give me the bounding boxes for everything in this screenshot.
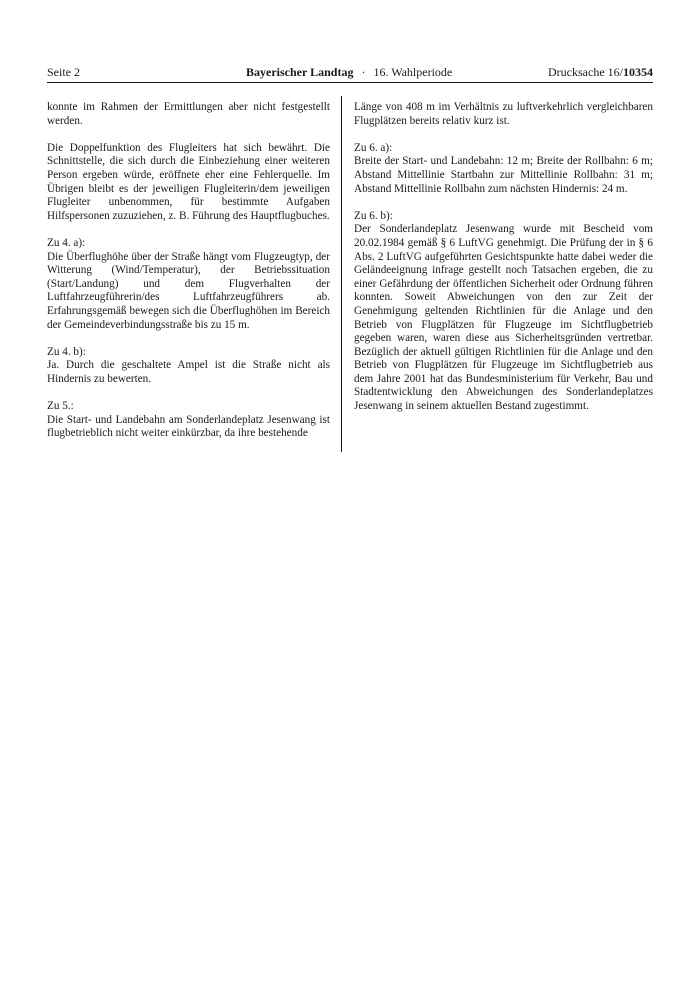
section-heading: Zu 6. a): [354, 141, 393, 154]
header-title [246, 64, 452, 80]
paragraph: Breite der Start- und Landebahn: 12 m; Breite der Rollbahn: 6 m; Abstand Mittellinie Startbahn zur Mittellinie Rollbahn: 31 m; Abstand Mittellinie Rollbahn zum nächsten Hindernis: 24 m. [354, 155, 653, 195]
page-number: Seite 2 [47, 65, 80, 79]
paragraph: konnte im Rahmen der Ermittlungen aber nicht festgestellt werden. [47, 101, 330, 127]
paragraph: Die Start- und Landebahn am Sonderlandeplatz Jesenwang ist flugbetrieblich nicht weiter einkürzbar, da ihre bestehende [47, 413, 330, 440]
header-rule [47, 82, 653, 83]
paragraph: Ja. Durch die geschaltete Ampel ist die Straße nicht als Hindernis zu bewerten. [47, 359, 330, 385]
paragraph: Der Sonderlandeplatz Jesenwang wurde mit Bescheid vom 20.02.1984 gemäß § 6 LuftVG genehmigt. Die Prüfung der in § 6 Abs. 2 LuftVG aufgeführten Gesichtspunkte hatte dabei weder die Geländeeignung infrage gestellt noch Tatsachen ergeben, die zu einer Gefährdung der öffentlichen Sicherheit oder Ordnung führen konnten. Soweit Abweichungen von den zur Zeit der Genehmigung geltenden Richtlinien für die Anlage und den Betrieb von Flugplätzen für Flugzeuge im Sichtflugbetrieb gegeben waren, waren diese aus Sicherheitsgründen vertretbar. Bezüglich der aktuell gültigen Richtlinien für die Anlage und den Betrieb von Flugplätzen für Flugzeuge im Sichtflugbetrieb aus dem Jahre 2001 hat das Bundesministerium für Verkehr, Bau und Stadtentwicklung den Abweichungen des Sonderlandeplatzes Jesenwang in seinem aktuellen Bestand zugestimmt. [354, 223, 653, 413]
paragraph: Die Doppelfunktion des Flugleiters hat sich bewährt. Die Schnittstelle, die sich durch die Einbeziehung einer weiteren Person ergeben würde, eröffnete eher eine Fehlerquelle. Im Übrigen bleibt es der jeweiligen Flugleiterin/dem jeweiligen Flugleiter unbenommen, für bestimmte Aufgaben Hilfspersonen zuzuziehen, z. B. Führung des Hauptflugbuches. [47, 141, 330, 222]
section-heading: Zu 4. b): [47, 345, 86, 358]
paragraph: Länge von 408 m im Verhältnis zu luftverkehrlich vergleichbaren Flugplätzen bereits relativ kurz ist. [354, 101, 653, 127]
header-separator: · [361, 65, 366, 79]
column-divider [341, 96, 342, 452]
right-column [354, 101, 653, 427]
section-heading: Zu 4. a): [47, 236, 86, 249]
document-reference [548, 64, 653, 80]
document-number: 10354 [623, 65, 653, 79]
parliament-name: Bayerischer Landtag [246, 65, 354, 79]
section-heading: Zu 5.: [47, 400, 74, 413]
page-header [47, 64, 653, 80]
legislative-period: 16. Wahlperiode [373, 65, 453, 79]
left-column [47, 101, 330, 454]
paragraph: Die Überflughöhe über der Straße hängt vom Flugzeugtyp, der Witterung (Wind/Temperatur), der Betriebssituation (Start/Landung) und dem Flugverhalten der Luftfahrzeugführerin/des Luftfahrzeugführers ab. Erfahrungsgemäß bewegen sich die Überflughöhen im Bereich der Gemeindeverbindungsstraße bis zu 15 m. [47, 250, 330, 331]
section-heading: Zu 6. b): [354, 209, 393, 222]
document-prefix: Drucksache 16/ [548, 65, 623, 79]
